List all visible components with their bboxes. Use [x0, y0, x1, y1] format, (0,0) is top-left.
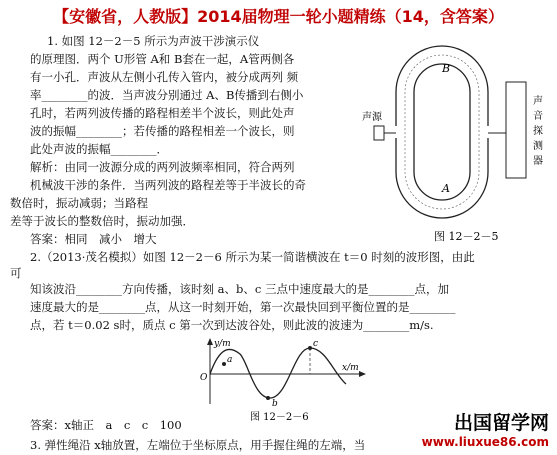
figure-caption: 图 12－2－6: [250, 412, 309, 422]
point-a-label: a: [227, 355, 233, 365]
q1-line: 此处声波的振幅________．: [30, 142, 168, 156]
q1-analysis: 解析：由同一波源分成的两列波频率相同，符合两列: [30, 160, 295, 174]
point-b-label: b: [272, 399, 278, 409]
q1-line: 波的振幅________；若传播的路程相差一个波长，则: [30, 124, 295, 138]
q1-analysis: 数倍时，振动减弱；当路程: [10, 196, 148, 210]
detector-char: 音: [533, 111, 543, 122]
x-axis-label: x/m: [342, 363, 359, 373]
detector-char: 声: [533, 96, 543, 107]
point-c-label: c: [313, 339, 319, 349]
q2-line: 点，若 t＝0.02 s时，质点 c 第一次到达波谷处，则此波的波速为________m/s.: [30, 318, 434, 332]
q2-line: 2.（2013·茂名模拟）如图 12－2－6 所示为某一简谐横波在 t＝0 时刻的波形图，由此: [30, 250, 475, 264]
point-a: [222, 362, 226, 366]
q1-line: 有一小孔．声波从左侧小孔传入管内，被分成两列 频: [30, 70, 299, 84]
interference-apparatus-figure: [362, 40, 552, 245]
wave-graph-figure: [196, 336, 371, 422]
y-axis-label: y/m: [214, 339, 231, 349]
watermark-text: 出国留学网: [453, 412, 549, 434]
detector-char: 探: [533, 126, 543, 137]
q1-analysis: 差等于波长的整数倍时，振动加强．: [10, 214, 194, 228]
q1-line: 孔时，若两列波传播的路程相差半个波长，则此处声: [30, 106, 295, 120]
sound-source-label: 声源: [362, 112, 382, 123]
watermark-url: www.liuxue86.com: [421, 435, 549, 449]
q2-line: 知该波沿________方向传播，该时刻 a、b、c 三点中速度最大的是________点，加: [30, 282, 449, 296]
point-c: [308, 346, 312, 350]
q1-answer: 答案：相同 减小 增大: [30, 232, 157, 246]
q2-answer: 答案：x轴正 a c c 100: [30, 418, 182, 432]
q1-line: 率________的波．当声波分别通过 A、B传播到右侧小: [30, 88, 304, 102]
site-watermark: [422, 408, 549, 449]
detector-char: 测: [533, 141, 543, 152]
point-b: [266, 396, 270, 400]
tube-b-label: B: [441, 62, 451, 75]
origin-label: O: [200, 373, 208, 383]
sound-detector-box: [506, 82, 526, 178]
tube-a-label: A: [442, 182, 450, 195]
q1-analysis: 机械波干涉的条件．当两列波的路程差等于半波长的奇: [30, 178, 306, 192]
figure-caption: 图 12－2－5: [434, 230, 499, 243]
q1-line: 1. 如图 12－2－5 所示为声波干涉演示仪: [47, 34, 260, 48]
q2-line: 可: [10, 266, 22, 280]
inner-tube-outline: [414, 64, 470, 200]
q1-line: 的原理图．两个 U形管 A和 B套在一起，A管两侧各: [30, 52, 295, 66]
q2-line: 速度最大的是________点，从这一时刻开始，第一次最快回到平衡位置的是________: [30, 300, 456, 314]
q3-line: 3. 弹性绳沿 x轴放置，左端位于坐标原点，用手握住绳的左端，当: [30, 438, 366, 452]
sound-source-box: [374, 126, 384, 140]
detector-char: 器: [533, 156, 543, 167]
page-title: 【安徽省，人教版】2014届物理一轮小题精练（14，含答案）: [53, 7, 504, 26]
